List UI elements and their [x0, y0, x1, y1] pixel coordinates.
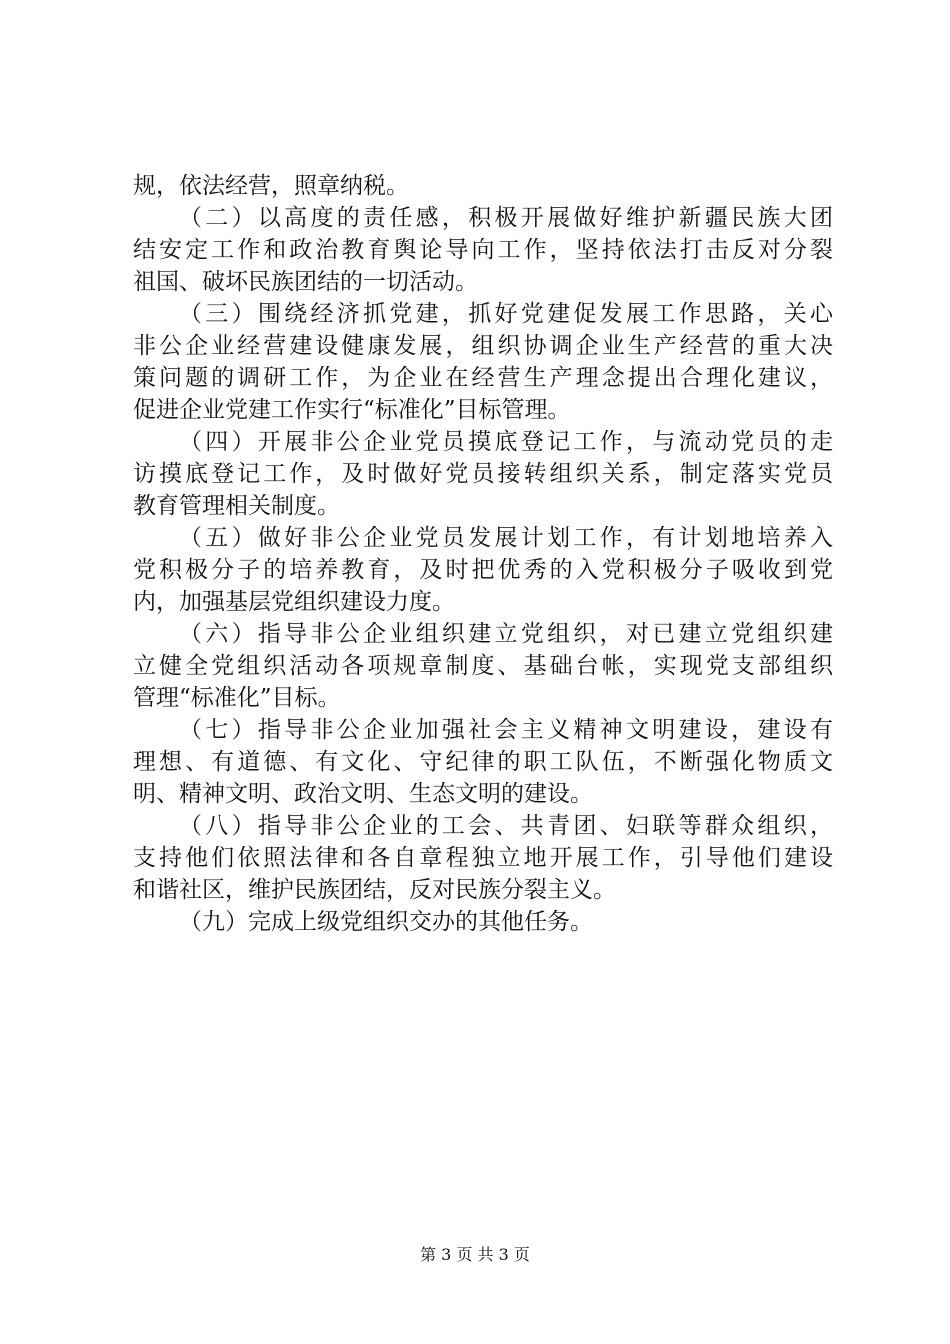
- paragraph-line: 立健全党组织活动各项规章制度、基础台帐，实现党支部组织: [133, 653, 833, 679]
- paragraph-line: 促进企业党建工作实行“标准化”目标管理。: [133, 397, 571, 423]
- paragraph-line: （三）围绕经济抓党建，抓好党建促发展工作思路，关心: [179, 301, 833, 327]
- paragraph-line: 祖国、破坏民族团结的一切活动。: [133, 269, 478, 295]
- paragraph-line: （八）指导非公企业的工会、共青团、妇联等群众组织，: [179, 813, 833, 839]
- paragraph-line: 支持他们依照法律和各自章程独立地开展工作，引导他们建设: [133, 845, 833, 871]
- paragraph-line: 党积极分子的培养教育，及时把优秀的入党积极分子吸收到党: [133, 557, 833, 583]
- paragraph-line: （九）完成上级党组织交办的其他任务。: [179, 909, 593, 935]
- paragraph-line: （七）指导非公企业加强社会主义精神文明建设，建设有: [179, 717, 833, 743]
- paragraph-line: 理想、有道德、有文化、守纪律的职工队伍，不断强化物质文: [133, 749, 833, 775]
- paragraph-line: （六）指导非公企业组织建立党组织，对已建立党组织建: [179, 621, 833, 647]
- paragraph-line: 非公企业经营建设健康发展，组织协调企业生产经营的重大决: [133, 333, 833, 359]
- paragraph-line: （四）开展非公企业党员摸底登记工作，与流动党员的走: [179, 429, 833, 455]
- paragraph-line: 教育管理相关制度。: [133, 493, 340, 519]
- paragraph-line: 访摸底登记工作，及时做好党员接转组织关系，制定落实党员: [133, 461, 833, 487]
- document-body: [133, 170, 833, 938]
- paragraph-line: 规，依法经营，照章纳税。: [133, 173, 409, 199]
- page-number-footer: 第 3 页 共 3 页: [420, 1245, 530, 1264]
- paragraph-line: 策问题的调研工作，为企业在经营生产理念提出合理化建议，: [133, 365, 833, 391]
- paragraph-line: 结安定工作和政治教育舆论导向工作，坚持依法打击反对分裂: [133, 237, 833, 263]
- paragraph-line: 内，加强基层党组织建设力度。: [133, 589, 455, 615]
- paragraph-line: （二）以高度的责任感，积极开展做好维护新疆民族大团: [179, 205, 833, 231]
- paragraph-line: 明、精神文明、政治文明、生态文明的建设。: [133, 781, 593, 807]
- paragraph-line: 管理“标准化”目标。: [133, 685, 341, 711]
- paragraph-line: 和谐社区，维护民族团结，反对民族分裂主义。: [133, 877, 616, 903]
- paragraph-line: （五）做好非公企业党员发展计划工作，有计划地培养入: [179, 525, 833, 551]
